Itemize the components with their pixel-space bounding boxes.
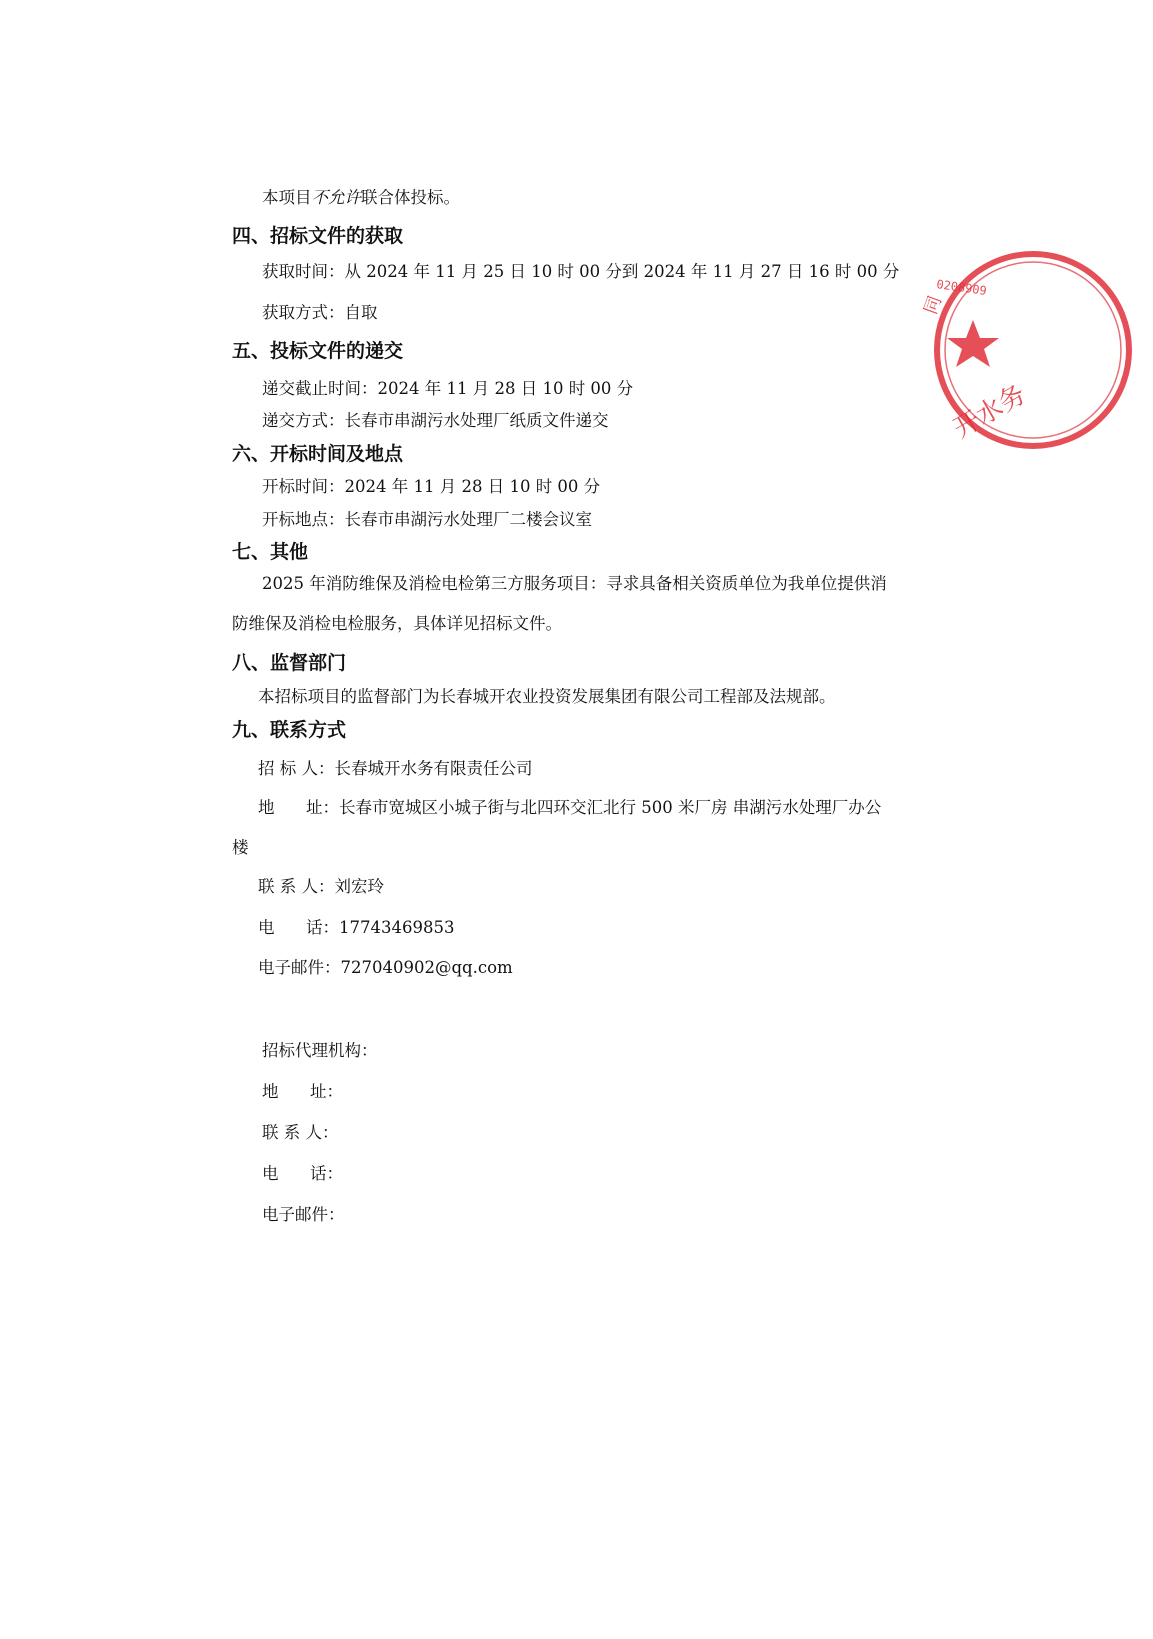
section-6-heading: 六、开标时间及地点 (232, 443, 404, 465)
submit-deadline: 递交截止时间：2024 年 11 月 28 日 10 时 00 分 (262, 379, 634, 398)
email-row: 电子邮件：727040902@qq.com (258, 958, 513, 977)
phone-row: 电 话：17743469853 (258, 918, 455, 937)
intro-line: 本项目不允许联合体投标。 (262, 188, 460, 207)
address-continued: 楼 (232, 838, 249, 857)
agency-address: 地 址： (262, 1082, 343, 1101)
other-line-2: 防维保及消检电检服务，具体详见招标文件。 (232, 614, 562, 633)
address-row: 地 址：长春市宽城区小城子街与北四环交汇北行 500 米厂房 串湖污水处理厂办公 (258, 798, 882, 817)
section-4-heading: 四、招标文件的获取 (232, 225, 404, 247)
acquire-method: 获取方式：自取 (262, 303, 378, 322)
acquire-time: 获取时间：从 2024 年 11 月 25 日 10 时 00 分到 2024 年 11 月 27 日 16 时 00 分 (262, 262, 900, 281)
section-8-heading: 八、监督部门 (232, 652, 347, 674)
agency-phone: 电 话： (262, 1164, 343, 1183)
submit-method: 递交方式：长春市串湖污水处理厂纸质文件递交 (262, 411, 609, 430)
svg-text:开水务: 开水务 (948, 379, 1032, 445)
svg-text:同: 同 (920, 293, 947, 318)
section-5-heading: 五、投标文件的递交 (232, 340, 404, 362)
other-line-1: 2025 年消防维保及消检电检第三方服务项目：寻求具备相关资质单位为我单位提供消 (262, 574, 887, 593)
section-9-heading: 九、联系方式 (232, 719, 347, 741)
intro-emphasis: 不允许 (311, 188, 361, 207)
supervision-text: 本招标项目的监督部门为长春城开农业投资发展集团有限公司工程部及法规部。 (258, 687, 836, 706)
company-seal (920, 250, 1048, 470)
agency-contact: 联 系 人： (262, 1123, 339, 1142)
seal-graphic (920, 250, 1048, 470)
agency-title: 招标代理机构： (262, 1041, 378, 1060)
seal-star-icon (947, 320, 999, 367)
section-7-heading: 七、其他 (232, 541, 309, 563)
agency-email: 电子邮件： (262, 1205, 345, 1224)
svg-text:0208909: 0208909 (935, 277, 988, 299)
opening-time: 开标时间：2024 年 11 月 28 日 10 时 00 分 (262, 477, 601, 496)
opening-place: 开标地点：长春市串湖污水处理厂二楼会议室 (262, 510, 592, 529)
tenderer-row: 招 标 人：长春城开水务有限责任公司 (258, 759, 533, 778)
contact-row: 联 系 人：刘宏玲 (258, 877, 384, 896)
